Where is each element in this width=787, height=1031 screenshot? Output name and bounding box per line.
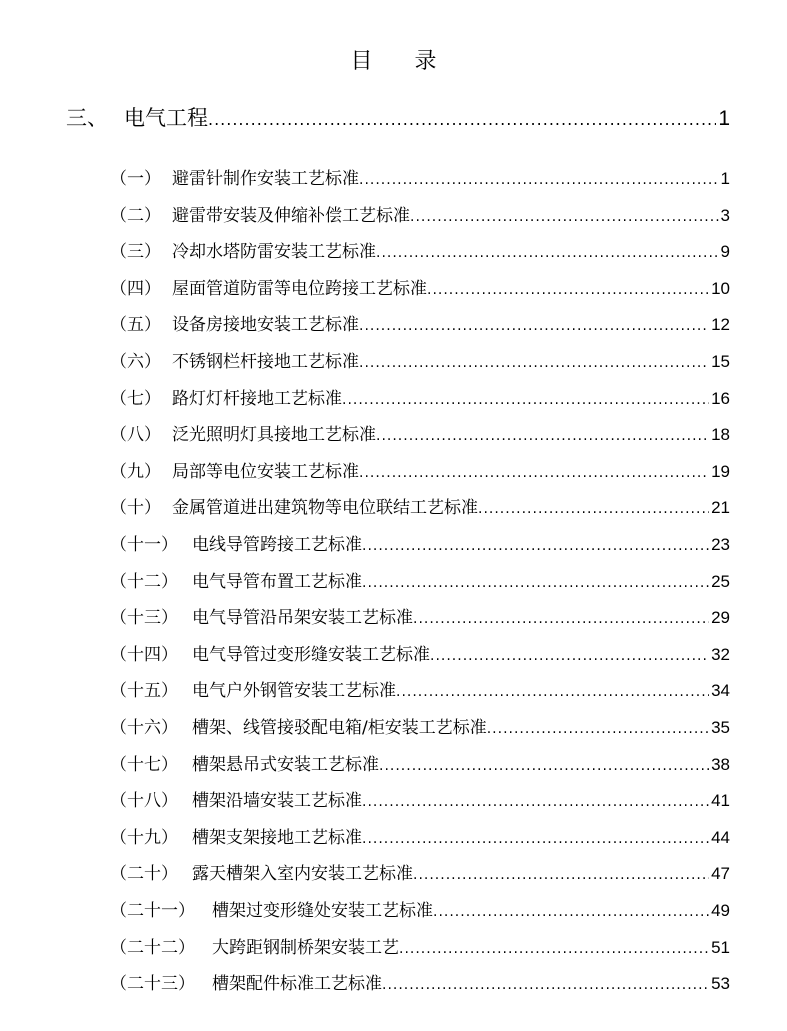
toc-entry[interactable] <box>110 384 730 409</box>
entry-label: 槽架悬吊式安装工艺标准 <box>192 754 379 775</box>
entry-page-number: 18 <box>711 425 730 445</box>
toc-title <box>0 44 787 75</box>
dot-leader <box>413 867 709 883</box>
entry-page-number: 10 <box>711 278 730 298</box>
entry-number: （十八） <box>110 791 178 812</box>
entry-number: （九） <box>110 461 161 482</box>
entry-page-number: 16 <box>711 388 730 408</box>
dot-leader <box>379 758 709 774</box>
entry-page-number: 44 <box>711 827 730 847</box>
entry-label: 露天槽架入室内安装工艺标准 <box>192 864 413 885</box>
dot-leader <box>413 611 709 627</box>
dot-leader <box>430 648 709 664</box>
entry-label: 泛光照明灯具接地工艺标准 <box>172 425 376 446</box>
dot-leader <box>362 794 709 810</box>
entry-label: 槽架、线管接驳配电箱/柜安装工艺标准 <box>192 718 487 738</box>
entry-label: 屋面管道防雷等电位跨接工艺标准 <box>172 278 427 299</box>
dot-leader <box>208 110 716 129</box>
toc-entry[interactable] <box>110 493 730 518</box>
section-number: 三、 <box>66 106 108 130</box>
entry-number: （五） <box>110 315 161 336</box>
section-page-number: 1 <box>718 107 730 130</box>
entry-page-number: 32 <box>711 644 730 664</box>
toc-entry[interactable] <box>110 750 730 775</box>
entry-label: 电气导管沿吊架安装工艺标准 <box>192 608 413 629</box>
entry-number: （七） <box>110 388 161 409</box>
dot-leader <box>359 172 719 188</box>
entry-label: 避雷针制作安装工艺标准 <box>172 169 359 189</box>
entry-page-number: 12 <box>711 315 730 335</box>
dot-leader <box>487 721 709 737</box>
entry-page-number: 21 <box>711 498 730 518</box>
entry-label: 金属管道进出建筑物等电位联结工艺标准 <box>172 498 478 519</box>
entry-number: （二十三） <box>110 974 195 995</box>
toc-entry[interactable] <box>110 823 730 848</box>
dot-leader <box>427 282 709 298</box>
entry-label: 电气导管过变形缝安装工艺标准 <box>192 644 430 665</box>
entry-number: （二十） <box>110 864 178 885</box>
toc-entry[interactable] <box>110 237 730 262</box>
toc-entry[interactable] <box>110 274 730 299</box>
entry-number: （十三） <box>110 608 178 629</box>
entry-page-number: 41 <box>711 791 730 811</box>
toc-entry[interactable] <box>110 310 730 335</box>
entry-label: 槽架支架接地工艺标准 <box>192 827 362 848</box>
entry-page-number: 1 <box>720 169 730 188</box>
dot-leader <box>362 831 709 847</box>
toc-title-right: 录 <box>414 49 437 74</box>
entry-page-number: 53 <box>711 974 730 994</box>
entry-page-number: 47 <box>711 864 730 884</box>
dot-leader <box>376 245 719 261</box>
dot-leader <box>399 941 709 957</box>
toc-entry[interactable] <box>110 969 730 994</box>
toc-section-entry[interactable] <box>66 102 730 132</box>
entry-number: （十四） <box>110 644 178 665</box>
entry-number: （十七） <box>110 754 178 775</box>
entry-page-number: 15 <box>711 352 730 371</box>
toc-title-left: 目 <box>350 49 373 74</box>
entry-page-number: 3 <box>720 205 730 225</box>
entry-label: 设备房接地安装工艺标准 <box>172 315 359 336</box>
entry-number: （十六） <box>110 718 178 738</box>
entry-number: （一） <box>110 169 161 189</box>
dot-leader <box>359 355 709 371</box>
entry-number: （四） <box>110 278 161 299</box>
toc-entry[interactable] <box>110 676 730 701</box>
dot-leader <box>478 501 709 517</box>
entry-number: （二十一） <box>110 901 195 921</box>
toc-entry[interactable] <box>110 164 730 189</box>
entry-label: 槽架过变形缝处安装工艺标准 <box>212 901 433 921</box>
entry-page-number: 34 <box>711 681 730 701</box>
dot-leader <box>433 904 709 920</box>
toc-entry[interactable] <box>110 567 730 592</box>
entry-label: 电气导管布置工艺标准 <box>192 571 362 592</box>
toc-entry[interactable] <box>110 640 730 665</box>
entry-page-number: 25 <box>711 571 730 591</box>
toc-entry[interactable] <box>110 933 730 958</box>
dot-leader <box>382 977 709 993</box>
toc-entry[interactable] <box>110 786 730 811</box>
entry-page-number: 35 <box>711 718 730 737</box>
dot-leader <box>376 428 709 444</box>
entry-number: （十二） <box>110 571 178 592</box>
entry-label: 槽架沿墙安装工艺标准 <box>192 791 362 812</box>
entry-number: （三） <box>110 242 161 263</box>
dot-leader <box>359 465 709 481</box>
entry-label: 不锈钢栏杆接地工艺标准 <box>172 352 359 372</box>
entry-number: （六） <box>110 352 161 372</box>
entry-number: （十一） <box>110 535 178 555</box>
toc-entry[interactable] <box>110 457 730 482</box>
toc-entry[interactable] <box>110 347 730 372</box>
toc-entry[interactable] <box>110 859 730 884</box>
entry-number: （十九） <box>110 827 178 848</box>
entry-label: 路灯灯杆接地工艺标准 <box>172 388 342 409</box>
entry-label: 电线导管跨接工艺标准 <box>192 535 362 555</box>
entry-number: （十五） <box>110 681 178 702</box>
dot-leader <box>362 575 709 591</box>
entry-label: 槽架配件标准工艺标准 <box>212 974 382 995</box>
entry-page-number: 51 <box>711 937 730 957</box>
dot-leader <box>362 538 709 554</box>
toc-entry[interactable] <box>110 420 730 445</box>
entry-page-number: 23 <box>711 535 730 554</box>
entry-label: 大跨距钢制桥架安装工艺 <box>212 937 399 958</box>
dot-leader <box>342 392 709 408</box>
entry-page-number: 29 <box>711 608 730 628</box>
toc-entry[interactable] <box>110 201 730 226</box>
entry-page-number: 9 <box>720 242 730 262</box>
entry-number: （十） <box>110 498 161 519</box>
entry-label: 电气户外钢管安装工艺标准 <box>192 681 396 702</box>
entry-number: （二十二） <box>110 937 195 958</box>
section-label: 电气工程 <box>124 106 208 130</box>
toc-entry[interactable] <box>110 896 730 921</box>
entry-page-number: 19 <box>711 461 730 481</box>
dot-leader <box>410 209 719 225</box>
toc-entry[interactable] <box>110 603 730 628</box>
entry-label: 局部等电位安装工艺标准 <box>172 461 359 482</box>
entry-label: 冷却水塔防雷安装工艺标准 <box>172 242 376 263</box>
toc-entry[interactable] <box>110 530 730 555</box>
entry-number: （二） <box>110 205 161 226</box>
entry-page-number: 49 <box>711 901 730 920</box>
entry-page-number: 38 <box>711 754 730 774</box>
dot-leader <box>396 684 709 700</box>
entry-number: （八） <box>110 425 161 446</box>
dot-leader <box>359 318 709 334</box>
entry-label: 避雷带安装及伸缩补偿工艺标准 <box>172 205 410 226</box>
toc-entry[interactable] <box>110 713 730 738</box>
